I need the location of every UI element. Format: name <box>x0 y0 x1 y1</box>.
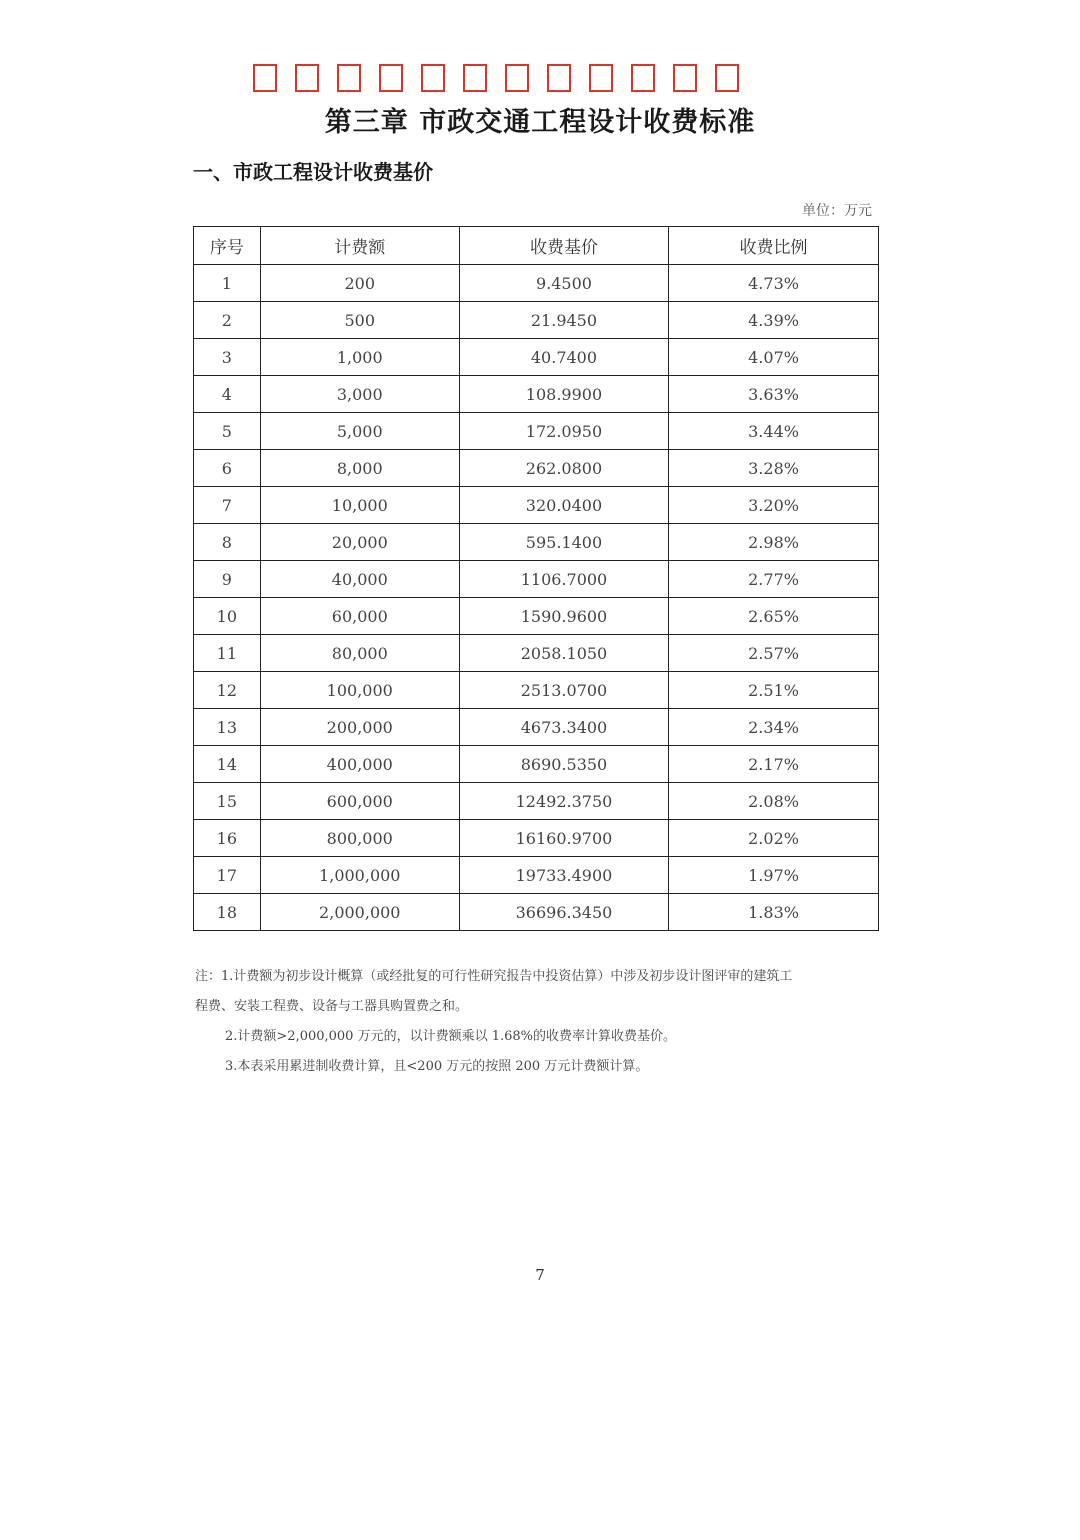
cell-base-price: 40.7400 <box>459 339 668 376</box>
cell-fee-amount: 1,000,000 <box>260 857 459 894</box>
table-row <box>194 709 879 746</box>
cell-base-price: 4673.3400 <box>459 709 668 746</box>
header-fee-amount: 计费额 <box>260 227 459 265</box>
table-row <box>194 265 879 302</box>
cell-seq: 14 <box>194 746 261 783</box>
cell-ratio: 2.08% <box>669 783 879 820</box>
cell-ratio: 2.77% <box>669 561 879 598</box>
cell-ratio: 4.39% <box>669 302 879 339</box>
cell-base-price: 1106.7000 <box>459 561 668 598</box>
table-row <box>194 894 879 931</box>
table-row <box>194 487 879 524</box>
cell-ratio: 3.28% <box>669 450 879 487</box>
cell-seq: 12 <box>194 672 261 709</box>
cell-ratio: 2.57% <box>669 635 879 672</box>
cell-ratio: 2.17% <box>669 746 879 783</box>
cell-ratio: 4.73% <box>669 265 879 302</box>
cell-fee-amount: 60,000 <box>260 598 459 635</box>
table-row <box>194 413 879 450</box>
table-row <box>194 339 879 376</box>
cell-seq: 18 <box>194 894 261 931</box>
stamp-box <box>253 64 277 92</box>
table-row <box>194 746 879 783</box>
table-row <box>194 561 879 598</box>
cell-base-price: 9.4500 <box>459 265 668 302</box>
cell-ratio: 2.34% <box>669 709 879 746</box>
cell-fee-amount: 2,000,000 <box>260 894 459 931</box>
cell-seq: 16 <box>194 820 261 857</box>
cell-base-price: 262.0800 <box>459 450 668 487</box>
table-row <box>194 524 879 561</box>
cell-seq: 15 <box>194 783 261 820</box>
cell-ratio: 3.44% <box>669 413 879 450</box>
cell-seq: 6 <box>194 450 261 487</box>
cell-base-price: 108.9900 <box>459 376 668 413</box>
cell-fee-amount: 400,000 <box>260 746 459 783</box>
cell-seq: 10 <box>194 598 261 635</box>
cell-base-price: 595.1400 <box>459 524 668 561</box>
note-line: 2.计费额>2,000,000 万元的，以计费额乘以 1.68%的收费率计算收费基价。 <box>225 1029 677 1044</box>
cell-seq: 3 <box>194 339 261 376</box>
cell-ratio: 2.02% <box>669 820 879 857</box>
cell-ratio: 3.63% <box>669 376 879 413</box>
cell-fee-amount: 3,000 <box>260 376 459 413</box>
table-header-row <box>194 227 879 265</box>
section-title: 一、市政工程设计收费基价 <box>193 160 433 184</box>
note-line: 程费、安装工程费、设备与工器具购置费之和。 <box>195 999 469 1014</box>
cell-base-price: 21.9450 <box>459 302 668 339</box>
cell-fee-amount: 5,000 <box>260 413 459 450</box>
cell-fee-amount: 80,000 <box>260 635 459 672</box>
cell-fee-amount: 20,000 <box>260 524 459 561</box>
stamp-box <box>421 64 445 92</box>
cell-fee-amount: 600,000 <box>260 783 459 820</box>
cell-ratio: 2.65% <box>669 598 879 635</box>
table-row <box>194 302 879 339</box>
cell-ratio: 1.83% <box>669 894 879 931</box>
stamp-box <box>505 64 529 92</box>
fee-table <box>193 226 879 931</box>
table-row <box>194 783 879 820</box>
cell-base-price: 172.0950 <box>459 413 668 450</box>
cell-fee-amount: 200 <box>260 265 459 302</box>
cell-base-price: 36696.3450 <box>459 894 668 931</box>
cell-fee-amount: 100,000 <box>260 672 459 709</box>
note-line: 3.本表采用累进制收费计算，且<200 万元的按照 200 万元计费额计算。 <box>225 1059 649 1074</box>
stamp-box <box>631 64 655 92</box>
stamp-box <box>673 64 697 92</box>
stamp-box <box>715 64 739 92</box>
stamp-box <box>295 64 319 92</box>
cell-fee-amount: 8,000 <box>260 450 459 487</box>
table-row <box>194 635 879 672</box>
header-seq: 序号 <box>194 227 261 265</box>
page-number: 7 <box>535 1266 545 1284</box>
header-ratio: 收费比例 <box>669 227 879 265</box>
cell-seq: 1 <box>194 265 261 302</box>
header-base-price: 收费基价 <box>459 227 668 265</box>
cell-base-price: 8690.5350 <box>459 746 668 783</box>
cell-fee-amount: 200,000 <box>260 709 459 746</box>
cell-base-price: 19733.4900 <box>459 857 668 894</box>
stamp-box <box>547 64 571 92</box>
cell-base-price: 16160.9700 <box>459 820 668 857</box>
cell-seq: 8 <box>194 524 261 561</box>
cell-ratio: 3.20% <box>669 487 879 524</box>
cell-base-price: 12492.3750 <box>459 783 668 820</box>
cell-fee-amount: 1,000 <box>260 339 459 376</box>
cell-base-price: 1590.9600 <box>459 598 668 635</box>
cell-ratio: 1.97% <box>669 857 879 894</box>
cell-ratio: 2.98% <box>669 524 879 561</box>
table-row <box>194 857 879 894</box>
cell-seq: 13 <box>194 709 261 746</box>
note-line: 注：1.计费额为初步设计概算（或经批复的可行性研究报告中投资估算）中涉及初步设计图评审的建筑工 <box>195 969 793 984</box>
table-body <box>194 265 879 931</box>
table-row <box>194 376 879 413</box>
stamp-box <box>337 64 361 92</box>
cell-fee-amount: 800,000 <box>260 820 459 857</box>
header-stamp-boxes <box>253 64 739 92</box>
cell-fee-amount: 10,000 <box>260 487 459 524</box>
table-row <box>194 820 879 857</box>
stamp-box <box>379 64 403 92</box>
cell-seq: 5 <box>194 413 261 450</box>
cell-ratio: 2.51% <box>669 672 879 709</box>
cell-base-price: 320.0400 <box>459 487 668 524</box>
cell-fee-amount: 500 <box>260 302 459 339</box>
notes <box>195 962 885 1082</box>
cell-seq: 4 <box>194 376 261 413</box>
cell-seq: 7 <box>194 487 261 524</box>
unit-label: 单位：万元 <box>802 203 872 219</box>
cell-seq: 9 <box>194 561 261 598</box>
stamp-box <box>463 64 487 92</box>
stamp-box <box>589 64 613 92</box>
cell-seq: 11 <box>194 635 261 672</box>
cell-seq: 2 <box>194 302 261 339</box>
cell-seq: 17 <box>194 857 261 894</box>
table-row <box>194 450 879 487</box>
table-row <box>194 672 879 709</box>
cell-base-price: 2513.0700 <box>459 672 668 709</box>
cell-fee-amount: 40,000 <box>260 561 459 598</box>
chapter-title: 第三章 市政交通工程设计收费标准 <box>324 107 756 138</box>
cell-base-price: 2058.1050 <box>459 635 668 672</box>
cell-ratio: 4.07% <box>669 339 879 376</box>
table-row <box>194 598 879 635</box>
